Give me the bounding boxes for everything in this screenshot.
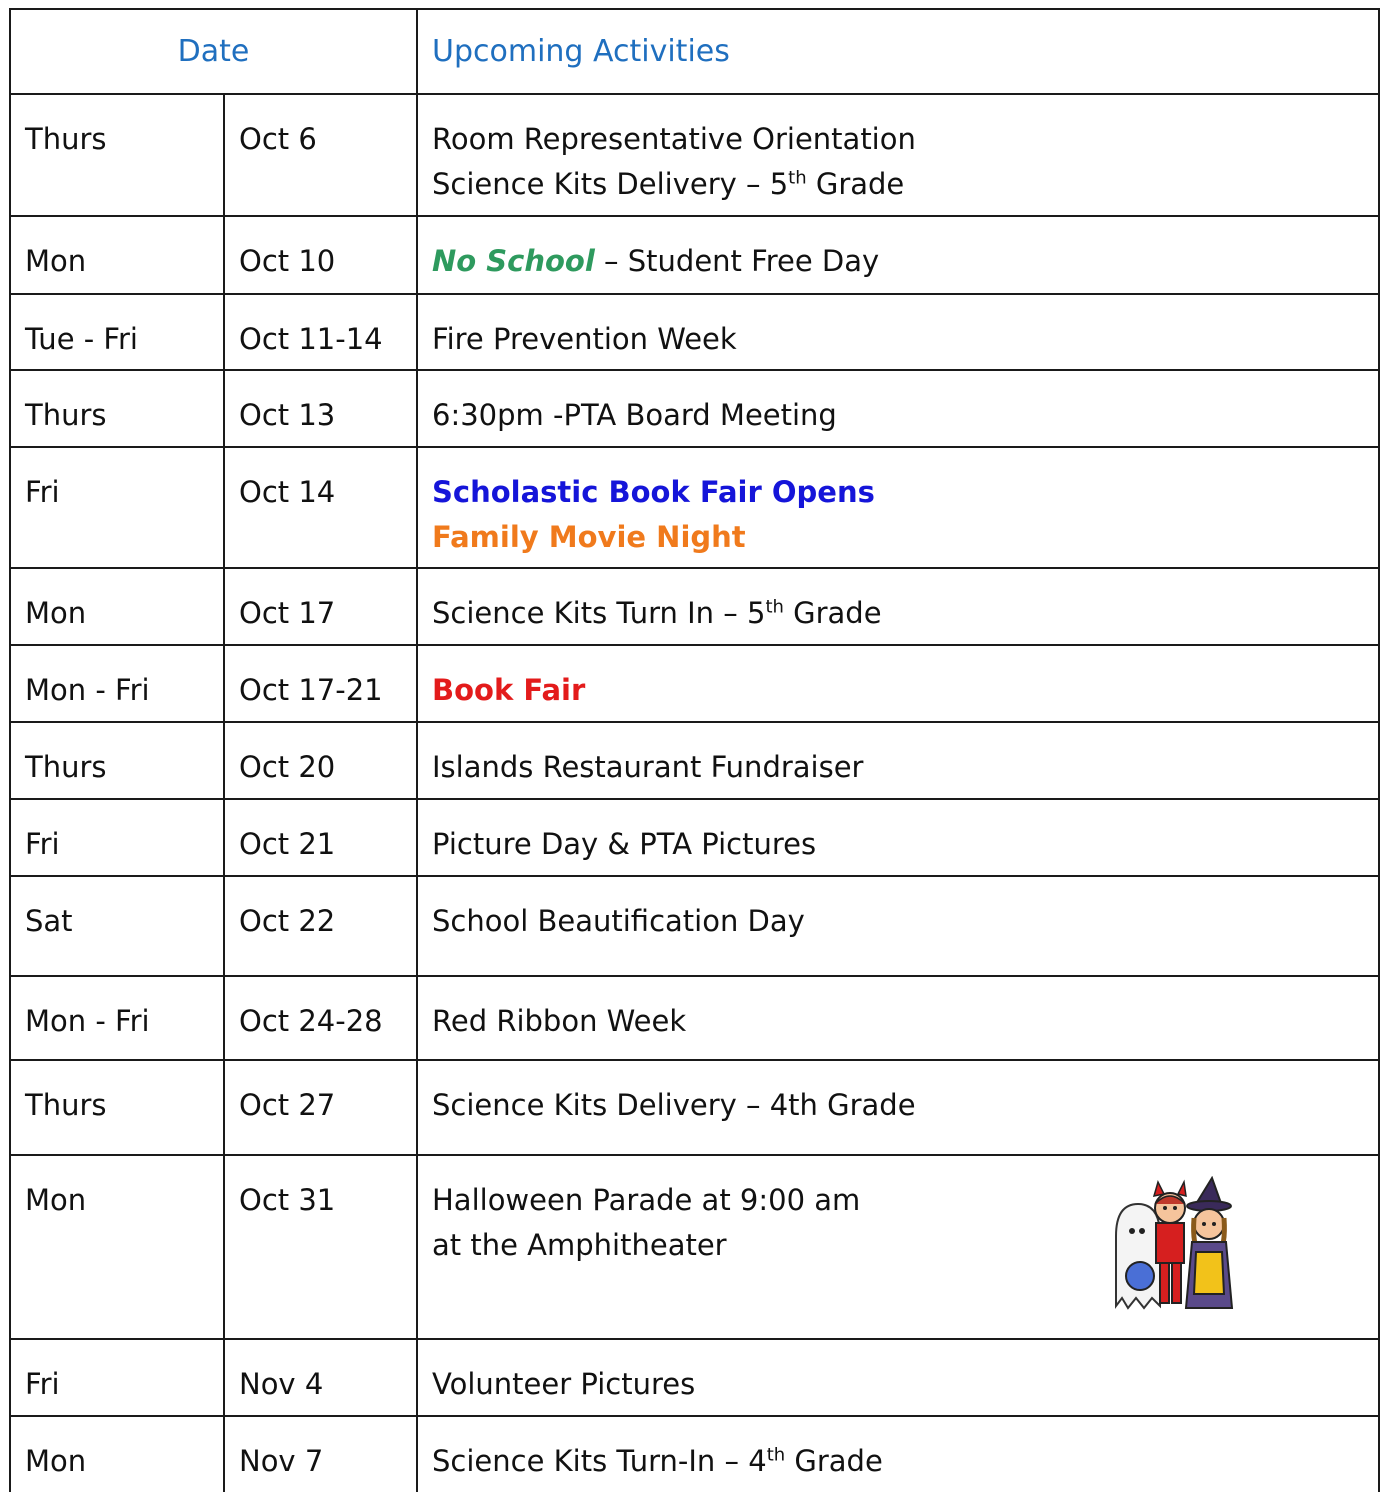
activity-cell <box>417 1416 1379 1492</box>
activity-text: Islands Restaurant Fundraiser <box>432 750 864 784</box>
table-row <box>10 976 1379 1060</box>
table-row <box>10 1060 1379 1155</box>
date-cell: Oct 6 <box>224 94 417 216</box>
day-cell: Thurs <box>10 370 224 447</box>
date-cell: Oct 20 <box>224 722 417 799</box>
day-cell: Thurs <box>10 722 224 799</box>
day-cell: Fri <box>10 799 224 876</box>
day-cell: Fri <box>10 447 224 568</box>
activity-text: Halloween Parade at 9:00 am <box>432 1183 861 1217</box>
activity-text: Picture Day & PTA Pictures <box>432 827 817 861</box>
date-cell: Oct 21 <box>224 799 417 876</box>
superscript: th <box>766 1444 786 1466</box>
date-cell: Oct 17-21 <box>224 645 417 722</box>
date-column-header: Date <box>10 9 417 94</box>
date-cell: Oct 22 <box>224 876 417 976</box>
table-row <box>10 876 1379 976</box>
day-cell: Fri <box>10 1339 224 1416</box>
activity-cell <box>417 1060 1379 1155</box>
no-school-label: No School <box>432 244 595 278</box>
day-cell: Mon - Fri <box>10 645 224 722</box>
table-row <box>10 645 1379 722</box>
halloween-kids-clipart <box>1108 1176 1238 1316</box>
activity-text: 6:30pm -PTA Board Meeting <box>432 398 837 432</box>
table-row <box>10 1416 1379 1492</box>
activity-cell <box>417 1339 1379 1416</box>
activity-text: Science Kits Delivery – 4th Grade <box>432 1088 916 1122</box>
table-row <box>10 216 1379 294</box>
activity-text: Volunteer Pictures <box>432 1367 696 1401</box>
day-cell: Tue - Fri <box>10 294 224 370</box>
table-row <box>10 1155 1379 1339</box>
activity-text: School Beautification Day <box>432 904 805 938</box>
activity-cell <box>417 568 1379 645</box>
day-cell: Mon <box>10 1416 224 1492</box>
activity-cell <box>417 370 1379 447</box>
activity-cell <box>417 722 1379 799</box>
date-cell: Oct 27 <box>224 1060 417 1155</box>
date-cell: Oct 24-28 <box>224 976 417 1060</box>
activity-text: No School – Student Free Day <box>432 244 880 278</box>
table-row <box>10 1339 1379 1416</box>
table-row <box>10 447 1379 568</box>
table-row <box>10 568 1379 645</box>
date-cell: Nov 7 <box>224 1416 417 1492</box>
day-cell: Mon <box>10 1155 224 1339</box>
activity-cell <box>417 447 1379 568</box>
activity-cell <box>417 876 1379 976</box>
activity-text: Science Kits Turn-In – 4th Grade <box>432 1444 883 1478</box>
table-row <box>10 94 1379 216</box>
activity-text: Science Kits Turn In – 5th Grade <box>432 596 882 630</box>
date-cell: Oct 14 <box>224 447 417 568</box>
date-cell: Oct 17 <box>224 568 417 645</box>
activity-cell <box>417 799 1379 876</box>
date-cell: Oct 13 <box>224 370 417 447</box>
activity-text: Room Representative Orientation <box>432 122 916 156</box>
table-header-row <box>10 9 1379 94</box>
day-cell: Thurs <box>10 94 224 216</box>
day-cell: Sat <box>10 876 224 976</box>
activities-table <box>9 8 1380 1492</box>
day-cell: Thurs <box>10 1060 224 1155</box>
book-fair-opens-text: Scholastic Book Fair Opens <box>432 475 875 509</box>
activity-text: at the Amphitheater <box>432 1228 727 1262</box>
activity-cell <box>417 1155 1379 1339</box>
table-row <box>10 370 1379 447</box>
date-cell: Oct 31 <box>224 1155 417 1339</box>
activity-text: Fire Prevention Week <box>432 322 737 356</box>
date-cell: Oct 10 <box>224 216 417 294</box>
date-cell: Nov 4 <box>224 1339 417 1416</box>
activities-column-header: Upcoming Activities <box>417 9 1379 94</box>
activity-text: Science Kits Delivery – 5th Grade <box>432 167 905 201</box>
superscript: th <box>765 596 784 618</box>
activity-cell <box>417 645 1379 722</box>
date-cell: Oct 11-14 <box>224 294 417 370</box>
table-row <box>10 722 1379 799</box>
activity-cell <box>417 216 1379 294</box>
book-fair-text: Book Fair <box>432 673 586 707</box>
superscript: th <box>788 167 807 189</box>
activity-text: Red Ribbon Week <box>432 1004 687 1038</box>
day-cell: Mon <box>10 216 224 294</box>
day-cell: Mon <box>10 568 224 645</box>
activity-cell <box>417 976 1379 1060</box>
table-row <box>10 294 1379 370</box>
activity-cell <box>417 94 1379 216</box>
activity-cell <box>417 294 1379 370</box>
movie-night-text: Family Movie Night <box>432 520 746 554</box>
day-cell: Mon - Fri <box>10 976 224 1060</box>
table-row <box>10 799 1379 876</box>
